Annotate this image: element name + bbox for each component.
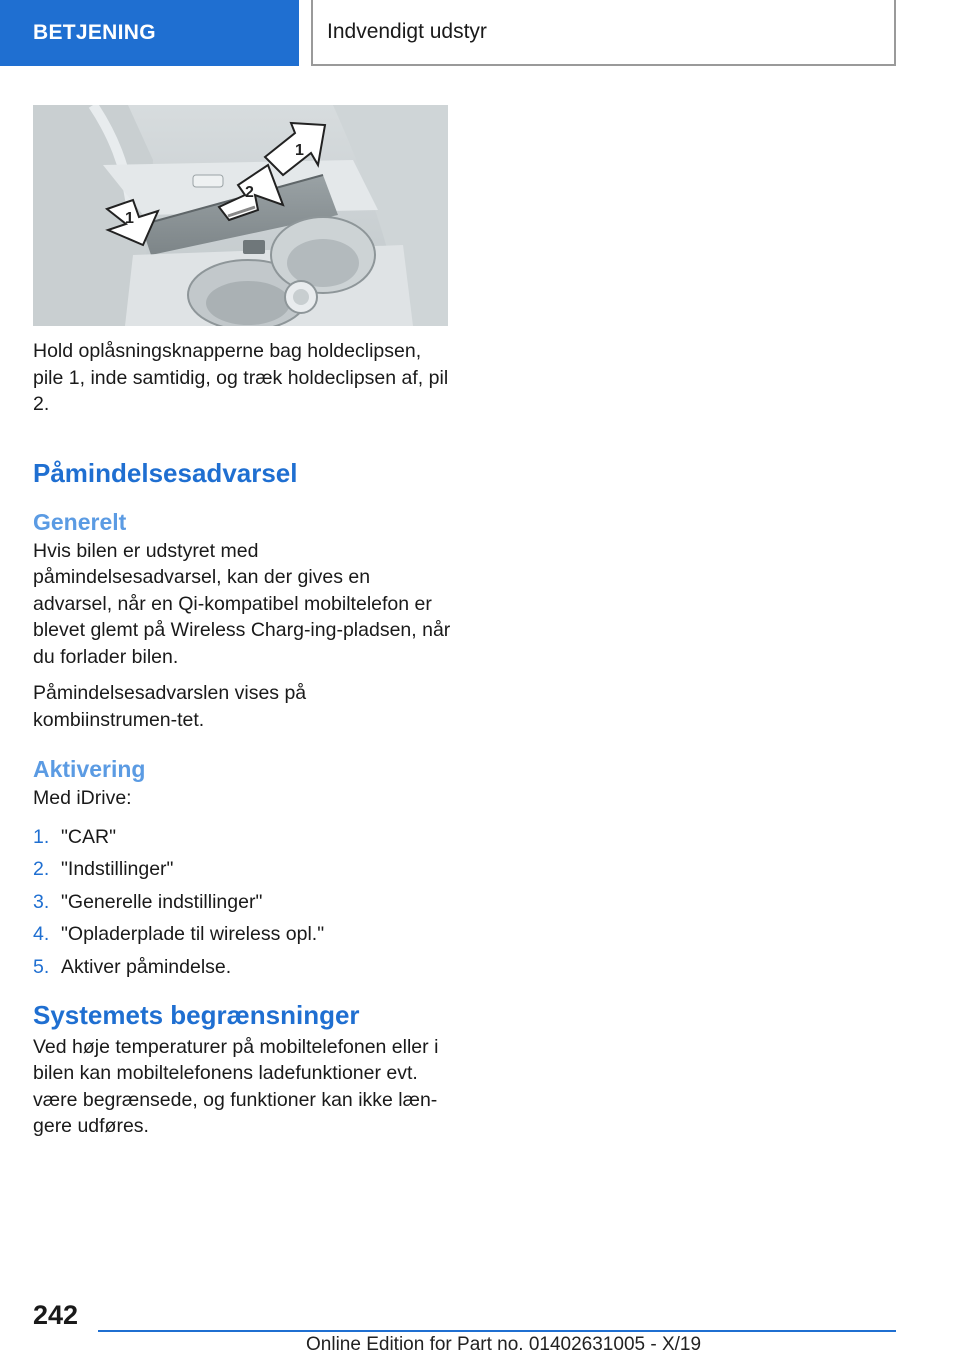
console-illustration	[33, 105, 448, 326]
step-number: 4.	[33, 923, 50, 945]
edition-note: Online Edition for Part no. 01402631005 - X/19	[306, 1334, 702, 1355]
step-text: "Opladerplade til wireless opl."	[61, 923, 325, 945]
activation-heading: Aktivering	[33, 756, 146, 782]
step-text: "CAR"	[61, 825, 117, 848]
step-number: 2.	[33, 858, 50, 880]
step-item	[33, 856, 451, 882]
step-text: "Generelle indstillinger"	[61, 890, 263, 913]
chapter-title: Indvendigt udstyr	[327, 20, 487, 43]
limits-heading: Systemets begrænsninger	[33, 999, 360, 1030]
section-label: BETJENING	[33, 21, 156, 44]
page-number: 242	[33, 1300, 79, 1330]
main-column	[33, 334, 451, 1140]
step-item	[33, 954, 451, 980]
chapter-title-box	[311, 0, 896, 66]
step-item	[33, 921, 451, 947]
general-paragraph: Hvis bilen er udstyret med påmindelsesadvarsel, kan der gives en advarsel, når en Qi-kompatibel mobiltelefon er blevet glemt på Wireless Charg-ing-pladsen, når du forlader bilen.	[33, 539, 451, 668]
figure-caption: Hold oplåsningsknapperne bag holdeclipsen, pile 1, inde samtidig, og træk holdeclipsen af, pil 2.	[33, 340, 449, 415]
section-title: Påmindelsesadvarsel	[33, 457, 298, 488]
step-number: 5.	[33, 955, 50, 978]
reminder-display-paragraph: Påmindelsesadvarslen vises på kombiinstrumen-tet.	[33, 682, 307, 731]
arrow-1-left-label: 1	[125, 210, 134, 227]
activation-intro: Med iDrive:	[33, 787, 132, 809]
step-number: 1.	[33, 825, 50, 848]
step-number: 3.	[33, 890, 50, 913]
general-heading: Generelt	[33, 508, 127, 535]
section-tab	[0, 0, 299, 66]
footer-rule	[98, 1330, 896, 1332]
limits-paragraph: Ved høje temperaturer på mobiltelefonen eller i bilen kan mobiltelefonens ladefunktioner evt. være begrænsede, og funktioner kan ikke læn-gere udføres.	[33, 1035, 439, 1137]
step-item	[33, 824, 451, 850]
step-text: Aktiver påmindelse.	[61, 955, 232, 978]
step-item	[33, 889, 451, 915]
arrow-1-right-label: 1	[295, 142, 304, 159]
activation-steps	[33, 824, 451, 980]
arrow-2-label: 2	[245, 184, 254, 201]
step-text: "Indstillinger"	[61, 858, 174, 880]
